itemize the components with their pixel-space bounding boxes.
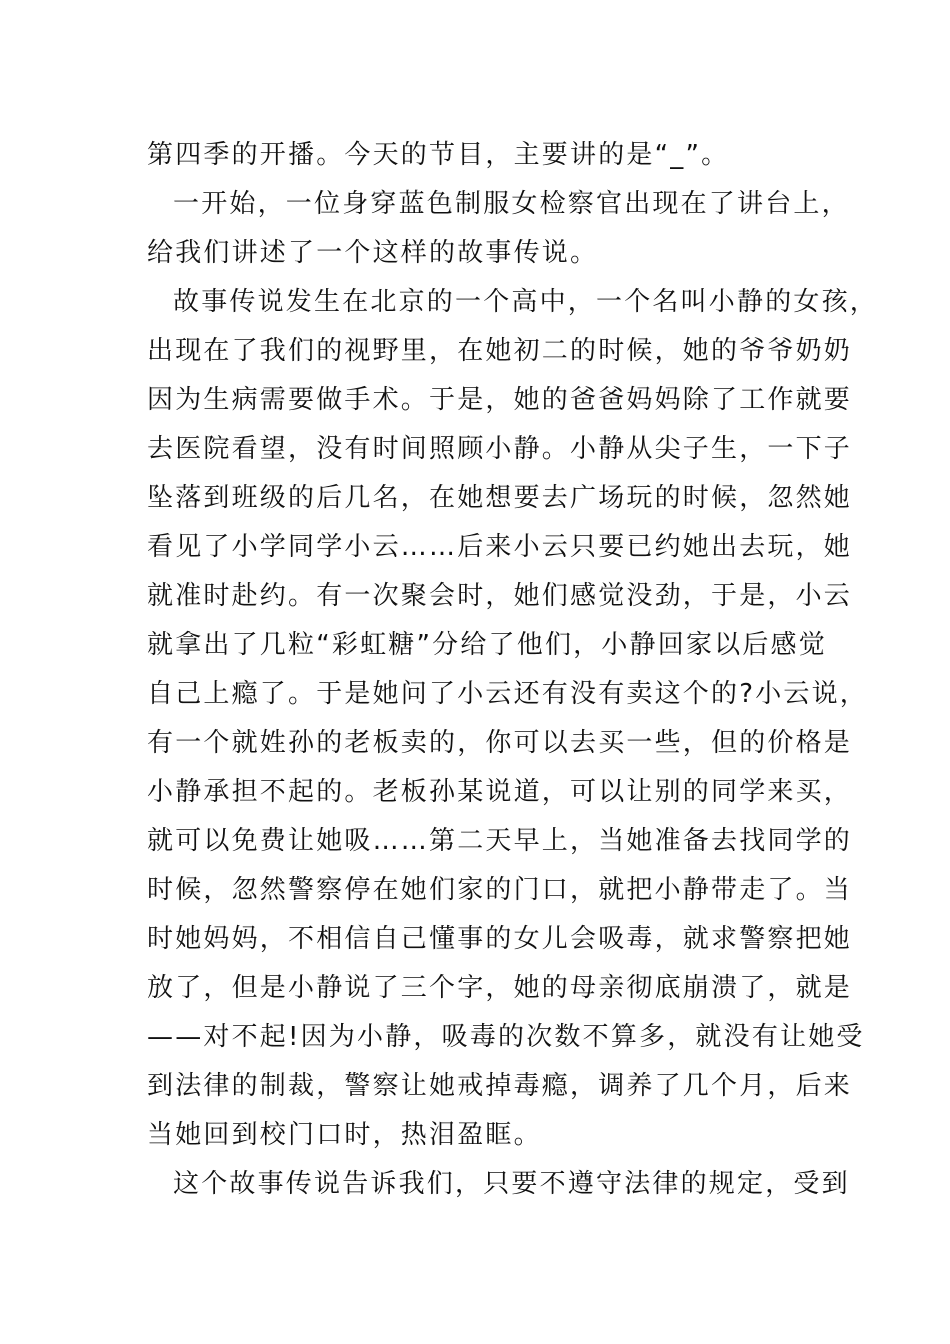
text-line: 就拿出了几粒“彩虹糖”分给了他们，小静回家以后感觉 <box>147 630 827 660</box>
text-line: 有一个就姓孙的老板卖的，你可以去买一些，但的价格是 <box>147 728 853 758</box>
text-line: 时她妈妈，不相信自己懂事的女儿会吸毒，就求警察把她 <box>147 924 853 954</box>
body-text <box>147 131 879 1209</box>
text-line: 就可以免费让她吸……第二天早上，当她准备去找同学的 <box>147 826 853 856</box>
text-line: 就准时赴约。有一次聚会时，她们感觉没劲，于是，小云 <box>147 581 853 611</box>
text-line: 时候，忽然警察停在她们家的门口，就把小静带走了。当 <box>147 875 853 905</box>
text-line: 到法律的制裁，警察让她戒掉毒瘾，调养了几个月，后来 <box>147 1071 853 1101</box>
text-line: 去医院看望，没有时间照顾小静。小静从尖子生，一下子 <box>147 434 853 464</box>
text-line: 给我们讲述了一个这样的故事传说。 <box>147 238 599 268</box>
text-line: 小静承担不起的。老板孙某说道，可以让别的同学来买， <box>147 777 853 807</box>
text-line: 因为生病需要做手术。于是，她的爸爸妈妈除了工作就要 <box>147 385 853 415</box>
text-line: 放了，但是小静说了三个字，她的母亲彻底崩溃了，就是 <box>147 973 853 1003</box>
text-line: 第四季的开播。今天的节目，主要讲的是“_”。 <box>147 140 730 170</box>
text-line: 自己上瘾了。于是她问了小云还有没有卖这个的?小云说， <box>147 679 869 709</box>
text-line: ——对不起!因为小静，吸毒的次数不算多，就没有让她受 <box>147 1022 865 1052</box>
text-line: 看见了小学同学小云……后来小云只要已约她出去玩，她 <box>147 532 853 562</box>
text-line: 这个故事传说告诉我们，只要不遵守法律的规定，受到 <box>173 1169 850 1199</box>
text-line: 一开始，一位身穿蓝色制服女检察官出现在了讲台上， <box>173 189 850 219</box>
text-line: 坠落到班级的后几名，在她想要去广场玩的时候，忽然她 <box>147 483 853 513</box>
text-line: 出现在了我们的视野里，在她初二的时候，她的爷爷奶奶 <box>147 336 853 366</box>
text-line: 故事传说发生在北京的一个高中，一个名叫小静的女孩， <box>173 287 879 317</box>
text-line: 当她回到校门口时，热泪盈眶。 <box>147 1120 542 1150</box>
